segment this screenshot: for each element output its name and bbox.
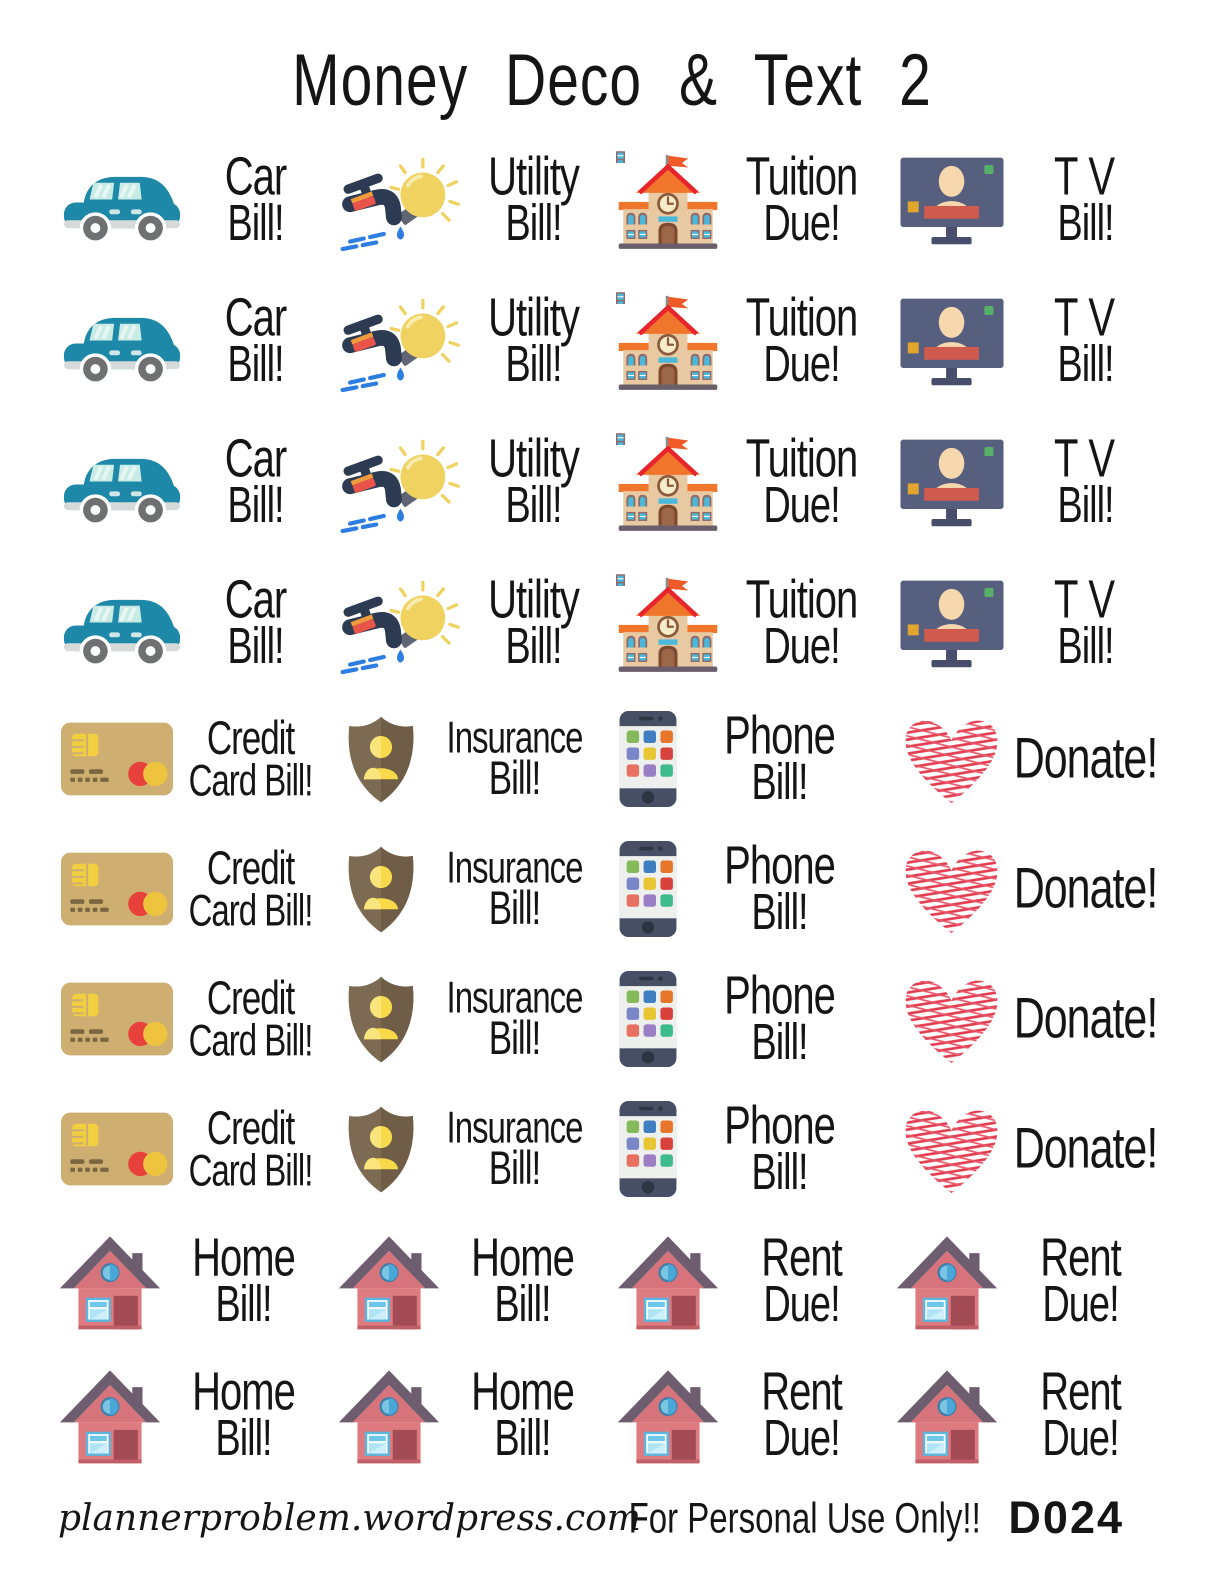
credit-card-icon <box>58 717 176 801</box>
sticker-row <box>54 130 1170 271</box>
sticker-label: Home Bill! <box>192 1228 295 1334</box>
usage-note: For Personal Use Only!! <box>628 1493 981 1542</box>
faucet-lightbulb-icon <box>337 571 463 676</box>
sticker-row <box>54 1348 1170 1482</box>
sticker-credit <box>54 954 333 1084</box>
sticker-label: Utility Bill! <box>488 430 579 535</box>
shield-person-icon <box>337 1102 425 1196</box>
school-icon <box>616 292 720 392</box>
sticker-label: Credit Card Bill! <box>188 1102 313 1195</box>
car-icon <box>58 578 186 669</box>
sticker-insurance <box>333 824 612 954</box>
sticker-label: TV Bill! <box>1053 571 1126 676</box>
sticker-label: Rent Due! <box>1040 1362 1121 1468</box>
sticker-tv <box>891 271 1170 412</box>
scribble-heart-icon <box>895 840 1009 939</box>
sticker-label: Car Bill! <box>224 289 287 394</box>
faucet-lightbulb-icon <box>337 430 463 535</box>
scribble-heart-icon <box>895 710 1009 809</box>
school-icon <box>616 574 720 674</box>
sticker-utility <box>333 553 612 694</box>
sticker-credit <box>54 824 333 954</box>
sticker-insurance <box>333 694 612 824</box>
credit-card-icon <box>58 977 176 1061</box>
sticker-row <box>54 824 1170 954</box>
sticker-credit <box>54 1084 333 1214</box>
sticker-label: Credit Card Bill! <box>188 842 313 935</box>
sticker-label: Donate! <box>1013 1116 1158 1181</box>
sticker-donate <box>891 824 1170 954</box>
sticker-home <box>54 1214 333 1348</box>
sticker-tv <box>891 412 1170 553</box>
sticker-row <box>54 271 1170 412</box>
sticker-label: TV Bill! <box>1053 148 1126 253</box>
sticker-phone <box>612 694 891 824</box>
house-icon <box>337 1229 441 1333</box>
sticker-label: Utility Bill! <box>488 148 579 253</box>
house-icon <box>616 1229 720 1333</box>
sticker-home <box>54 1348 333 1482</box>
house-icon <box>337 1363 441 1467</box>
sticker-label: Tuition Due! <box>745 289 858 394</box>
sticker-label: Insurance Bill! <box>446 972 583 1065</box>
tv-monitor-icon <box>895 154 1009 247</box>
sticker-label: Phone Bill! <box>724 836 835 942</box>
sticker-label: Home Bill! <box>471 1362 574 1468</box>
sticker-label: Phone Bill! <box>724 706 835 812</box>
sticker-row <box>54 954 1170 1084</box>
sticker-donate <box>891 1084 1170 1214</box>
sticker-label: Insurance Bill! <box>446 1102 583 1195</box>
sticker-utility <box>333 412 612 553</box>
sticker-label: Rent Due! <box>761 1228 842 1334</box>
sticker-label: Phone Bill! <box>724 1096 835 1202</box>
sticker-donate <box>891 694 1170 824</box>
sticker-car <box>54 553 333 694</box>
sticker-label: Car Bill! <box>224 571 287 676</box>
car-icon <box>58 437 186 528</box>
website-url: plannerproblem.wordpress.com <box>58 1497 641 1539</box>
sticker-label: Donate! <box>1013 726 1158 791</box>
sticker-tv <box>891 553 1170 694</box>
shield-person-icon <box>337 972 425 1066</box>
faucet-lightbulb-icon <box>337 148 463 253</box>
sticker-label: Insurance Bill! <box>446 712 583 805</box>
tv-monitor-icon <box>895 577 1009 670</box>
sticker-tv <box>891 130 1170 271</box>
sticker-label: Phone Bill! <box>724 966 835 1072</box>
sticker-label: Tuition Due! <box>745 430 858 535</box>
sticker-label: Home Bill! <box>471 1228 574 1334</box>
sticker-label: TV Bill! <box>1053 430 1126 535</box>
shield-person-icon <box>337 712 425 806</box>
footer <box>58 1492 1166 1544</box>
sticker-label: Donate! <box>1013 856 1158 921</box>
sticker-label: Rent Due! <box>761 1362 842 1468</box>
sticker-label: Car Bill! <box>224 148 287 253</box>
sticker-label: TV Bill! <box>1053 289 1126 394</box>
sticker-label: Car Bill! <box>224 430 287 535</box>
credit-card-icon <box>58 1107 176 1191</box>
sticker-phone <box>612 954 891 1084</box>
car-icon <box>58 296 186 387</box>
car-icon <box>58 155 186 246</box>
house-icon <box>58 1229 162 1333</box>
sticker-label: Tuition Due! <box>745 148 858 253</box>
house-icon <box>58 1363 162 1467</box>
sticker-grid <box>54 130 1170 1482</box>
faucet-lightbulb-icon <box>337 289 463 394</box>
sticker-donate <box>891 954 1170 1084</box>
sticker-label: Insurance Bill! <box>446 842 583 935</box>
page-title: Money Deco & Text 2 <box>292 39 932 122</box>
sticker-label: Donate! <box>1013 986 1158 1051</box>
sticker-row <box>54 1214 1170 1348</box>
sticker-label: Rent Due! <box>1040 1228 1121 1334</box>
sticker-label: Home Bill! <box>192 1362 295 1468</box>
sticker-label: Credit Card Bill! <box>188 712 313 805</box>
sticker-phone <box>612 824 891 954</box>
sticker-home <box>333 1348 612 1482</box>
sticker-phone <box>612 1084 891 1214</box>
sticker-row <box>54 412 1170 553</box>
school-icon <box>616 433 720 533</box>
scribble-heart-icon <box>895 1100 1009 1199</box>
school-icon <box>616 151 720 251</box>
sticker-tuition <box>612 130 891 271</box>
credit-card-icon <box>58 847 176 931</box>
sticker-car <box>54 130 333 271</box>
house-icon <box>616 1363 720 1467</box>
sticker-home <box>333 1214 612 1348</box>
sticker-label: Utility Bill! <box>488 289 579 394</box>
house-icon <box>895 1363 999 1467</box>
sticker-car <box>54 271 333 412</box>
sticker-utility <box>333 130 612 271</box>
sticker-label: Credit Card Bill! <box>188 972 313 1065</box>
sticker-insurance <box>333 1084 612 1214</box>
sticker-tuition <box>612 271 891 412</box>
sticker-rent <box>891 1348 1170 1482</box>
tv-monitor-icon <box>895 295 1009 388</box>
sticker-row <box>54 553 1170 694</box>
sticker-tuition <box>612 553 891 694</box>
sticker-row <box>54 694 1170 824</box>
sticker-label: Utility Bill! <box>488 571 579 676</box>
tv-monitor-icon <box>895 436 1009 529</box>
sticker-credit <box>54 694 333 824</box>
sticker-rent <box>891 1214 1170 1348</box>
sticker-utility <box>333 271 612 412</box>
house-icon <box>895 1229 999 1333</box>
sticker-insurance <box>333 954 612 1084</box>
scribble-heart-icon <box>895 970 1009 1069</box>
sheet-code: D024 <box>1008 1492 1124 1543</box>
sticker-rent <box>612 1214 891 1348</box>
sticker-rent <box>612 1348 891 1482</box>
shield-person-icon <box>337 842 425 936</box>
sticker-row <box>54 1084 1170 1214</box>
sticker-car <box>54 412 333 553</box>
sticker-tuition <box>612 412 891 553</box>
sticker-label: Tuition Due! <box>745 571 858 676</box>
